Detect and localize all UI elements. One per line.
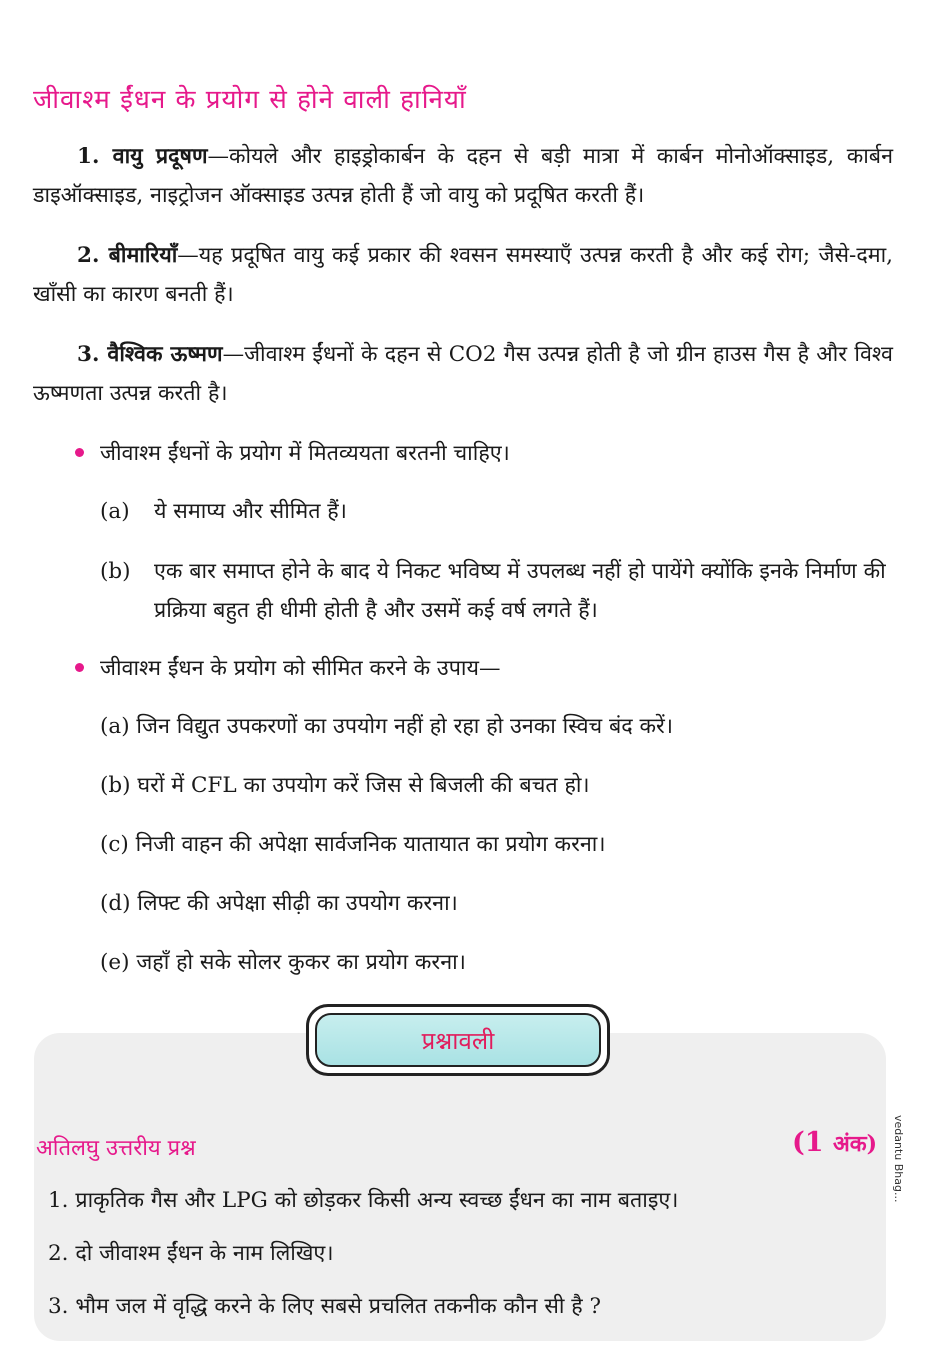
list-marker: (a) bbox=[100, 499, 130, 524]
paragraph-body: —यह प्रदूषित वायु कई प्रकार की श्वसन समस्याएँ उत्पन्न करती है और कई रोग; जैसे-दमा, खाँसी का कारण बनती हैं। bbox=[33, 243, 893, 307]
list-item bbox=[100, 552, 895, 630]
question-section-label: अतिलघु उत्तरीय प्रश्न bbox=[36, 1136, 196, 1161]
marks-label bbox=[792, 1127, 877, 1158]
list-item: (c) निजी वाहन की अपेक्षा सार्वजनिक यातायात का प्रयोग करना। bbox=[100, 832, 606, 857]
paragraph-global-warming bbox=[33, 335, 893, 413]
paragraph-title: 2. बीमारियाँ bbox=[77, 243, 178, 268]
list-item: (d) लिफ्ट की अपेक्षा सीढ़ी का उपयोग करना। bbox=[100, 891, 458, 916]
bullet-text: जीवाश्म ईंधनों के प्रयोग में मितव्ययता बरतनी चाहिए। bbox=[100, 441, 510, 466]
paragraph-air-pollution bbox=[33, 137, 893, 215]
bullet-dot-icon bbox=[75, 448, 84, 457]
section-heading: जीवाश्म ईंधन के प्रयोग से होने वाली हानियाँ bbox=[33, 85, 467, 115]
question-item: 1. प्राकृतिक गैस और LPG को छोड़कर किसी अन्य स्वच्छ ईंधन का नाम बताइए। bbox=[48, 1188, 679, 1213]
marks-number: (1 bbox=[792, 1127, 824, 1158]
exercise-title-plaque bbox=[306, 1004, 610, 1076]
marks-unit: अंक) bbox=[832, 1131, 878, 1157]
list-marker: (b) bbox=[100, 559, 131, 584]
bullet-limit-measures bbox=[75, 653, 500, 682]
paragraph-title: 3. वैश्विक ऊष्मण bbox=[77, 342, 223, 367]
bullet-economy bbox=[75, 438, 510, 467]
paragraph-body: —जीवाश्म ईंधनों के दहन से CO2 गैस उत्पन्न होती है जो ग्रीन हाउस गैस है और विश्व ऊष्मणता उत्पन्न करती है। bbox=[33, 342, 893, 406]
list-item: (e) जहाँ हो सके सोलर कुकर का प्रयोग करना। bbox=[100, 950, 466, 975]
question-item: 3. भौम जल में वृद्धि करने के लिए सबसे प्रचलित तकनीक कौन सी है ? bbox=[48, 1294, 602, 1319]
bullet-dot-icon bbox=[75, 663, 84, 672]
paragraph-body: —कोयले और हाइड्रोकार्बन के दहन से बड़ी मात्रा में कार्बन मोनोऑक्साइड, कार्बन डाइऑक्साइड, नाइट्रोजन ऑक्साइड उत्पन्न होती हैं जो वायु को प्रदूषित करती हैं। bbox=[33, 144, 893, 208]
side-watermark-text: vedantu Bhag... bbox=[892, 1115, 905, 1203]
exercise-title: प्रश्नावली bbox=[315, 1013, 601, 1067]
list-item bbox=[100, 492, 895, 531]
bullet-text: जीवाश्म ईंधन के प्रयोग को सीमित करने के उपाय— bbox=[100, 656, 501, 681]
list-item-text: एक बार समाप्त होने के बाद ये निकट भविष्य में उपलब्ध नहीं हो पायेंगे क्योंकि इनके निर्माण की प्रक्रिया बहुत ही धीमी होती है और उसमें कई वर्ष लगते हैं। bbox=[154, 559, 886, 623]
paragraph-title: 1. वायु प्रदूषण bbox=[77, 144, 208, 169]
paragraph-diseases bbox=[33, 236, 893, 314]
list-item: (a) जिन विद्युत उपकरणों का उपयोग नहीं हो रहा हो उनका स्विच बंद करें। bbox=[100, 714, 673, 739]
question-item: 2. दो जीवाश्म ईंधन के नाम लिखिए। bbox=[48, 1241, 334, 1266]
list-item: (b) घरों में CFL का उपयोग करें जिस से बिजली की बचत हो। bbox=[100, 773, 590, 798]
list-item-text: ये समाप्य और सीमित हैं। bbox=[154, 499, 347, 524]
